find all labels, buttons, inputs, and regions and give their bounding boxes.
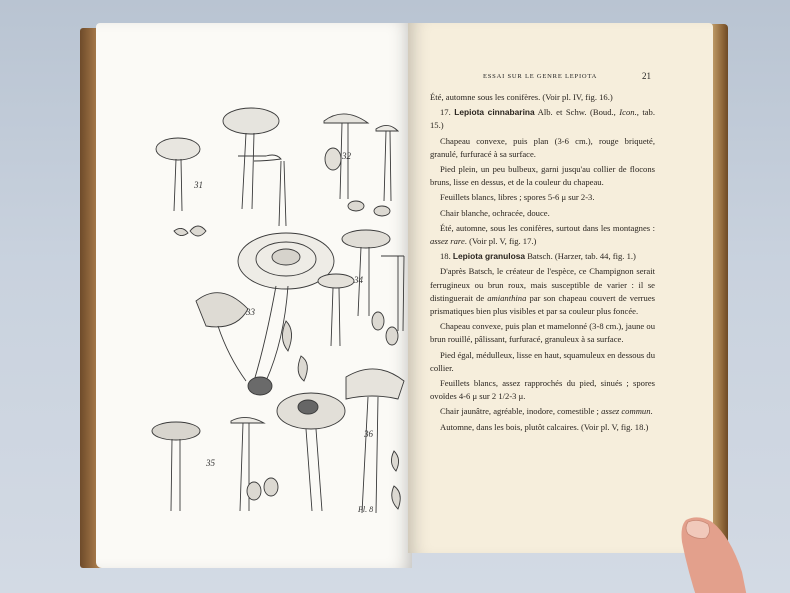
paragraph: Automne, dans les bois, plutôt calcaires. (Voir pl. V, fig. 18.)	[440, 421, 649, 432]
plate-mark: Pl. 8	[358, 505, 374, 514]
paragraph: Feuillets blancs, libres ; spores 5-6 μ sur 2-3.	[440, 192, 595, 203]
figure-number-31: 31	[194, 180, 203, 190]
text-italic: amianthina	[487, 292, 527, 303]
paragraph	[430, 222, 655, 248]
paragraph: Chapeau convexe, puis plan (3-6 cm.), rouge briqueté, granulé, furfuracé à sa surface.	[430, 135, 655, 159]
figure-number-36: 36	[364, 429, 373, 439]
species-entry-17	[430, 106, 655, 132]
paragraph: Pied égal, médulleux, lisse en haut, squamuleux en dessous du collier.	[430, 349, 655, 373]
left-page-plate	[96, 23, 412, 568]
mushroom-plate-illustration	[136, 81, 406, 526]
text-run: Été, automne, sous les conifères, surtout dans les montagnes :	[440, 222, 655, 233]
paragraph	[430, 265, 655, 318]
text-italic: assez commun	[601, 406, 651, 417]
reference-italic: Icon.	[619, 107, 637, 118]
paragraph	[430, 405, 655, 418]
text-run: .	[650, 406, 653, 417]
species-authority: Alb. et Schw. (Boud.,	[534, 107, 616, 118]
species-name: Lepiota granulosa	[452, 251, 526, 262]
species-entry-18	[430, 250, 655, 263]
text-run: par son chapeau couvert de verrues prismatiques bien plus visibles et par sa couleur plus foncée.	[430, 292, 656, 317]
entry-number: 18.	[440, 251, 451, 262]
text-run: . (Voir pl. V, fig. 17.)	[464, 236, 537, 247]
paragraph: Pied plein, un peu bulbeux, garni jusqu'au collier de flocons bruns, lisse en dessus, et de la couleur du chapeau.	[430, 164, 655, 188]
thumb-holding-page	[668, 512, 748, 593]
open-book	[80, 20, 728, 568]
species-authority: Batsch. (Harzer, tab. 44, fig. 1.)	[525, 251, 636, 262]
paragraph: Chair blanche, ochracée, douce.	[440, 207, 550, 218]
page-number: 21	[642, 71, 651, 81]
entry-number: 17.	[440, 107, 451, 118]
paragraph: Feuillets blancs, assez rapprochés du pied, sinués ; spores ovoïdes 4-6 μ sur 2 1/2-3 μ.	[430, 378, 655, 402]
text-run: Chair jaunâtre, agréable, inodore, comestible ;	[440, 406, 602, 417]
running-head: ESSAI SUR LE GENRE LEPIOTA	[483, 73, 598, 80]
text-block	[430, 91, 655, 436]
right-page-text	[408, 23, 713, 553]
reference-rest: , tab. 15.)	[430, 107, 655, 131]
figure-number-35: 35	[206, 458, 215, 468]
species-name: Lepiota cinnabarina	[454, 107, 535, 118]
figure-number-33: 33	[246, 307, 255, 317]
text-run: D'après Batsch, le créateur de l'espèce, ce Champignon serait ferrugineux ou brun roux, mais susceptible de varier : il se distinguerait de	[430, 266, 655, 303]
figure-number-34: 34	[354, 275, 363, 285]
paragraph: Été, automne sous les conifères. (Voir pl. IV, fig. 16.)	[430, 92, 613, 102]
figure-number-32: 32	[342, 151, 351, 161]
paragraph: Chapeau convexe, puis plan et mamelonné (3-8 cm.), jaune ou brun rouillé, pâlissant, furfuracé, granuleux à sa surface.	[430, 321, 655, 345]
text-italic: assez rare	[430, 236, 465, 247]
